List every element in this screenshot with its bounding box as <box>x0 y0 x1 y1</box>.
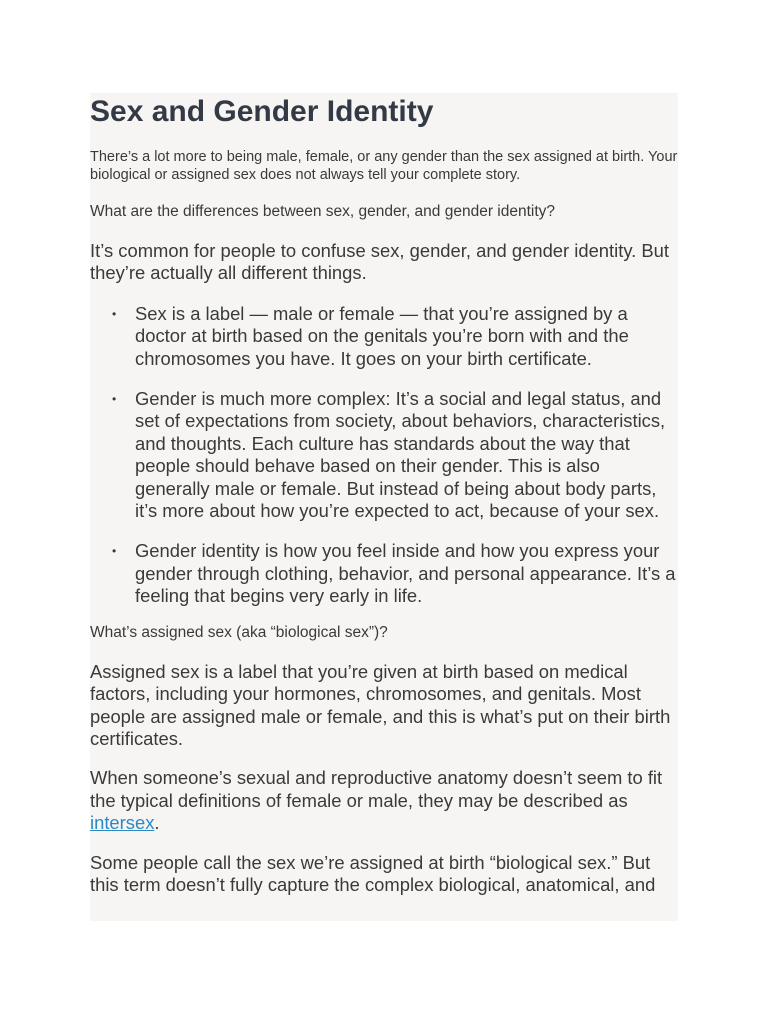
bullet-icon: • <box>112 392 117 407</box>
bullet-icon: • <box>112 306 117 321</box>
page-title: Sex and Gender Identity <box>90 95 434 128</box>
list-item-gender-identity <box>90 540 678 607</box>
definitions-list <box>90 303 678 608</box>
list-item-text: Sex is a label — male or female — that you’re assigned by a doctor at birth based on the genitals you’re born with and the chromosomes you have. It goes on your birth certificate. <box>135 302 629 369</box>
list-item-gender <box>90 388 678 522</box>
bullet-icon: • <box>112 544 117 559</box>
intersex-paragraph <box>90 767 678 834</box>
section-heading-differences: What are the differences between sex, gender, and gender identity? <box>90 203 556 220</box>
intersex-link[interactable]: intersex <box>90 812 155 834</box>
differences-paragraph: It’s common for people to confuse sex, gender, and gender identity. But they’re actually all different things. <box>90 240 669 284</box>
intersex-paragraph-text: When someone’s sexual and reproductive anatomy doesn’t seem to fit the typical definitions of female or male, they may be described as <box>90 767 663 811</box>
article-content <box>90 93 678 921</box>
section-heading-assigned-sex: What’s assigned sex (aka “biological sex”)? <box>90 623 388 641</box>
intersex-paragraph-end: . <box>154 812 160 834</box>
assigned-sex-paragraph: Assigned sex is a label that you’re given at birth based on medical factors, including your hormones, chromosomes, and genitals. Most people are assigned male or female, and this is what’s put on their birth certificates. <box>90 660 671 749</box>
intro-text: There’s a lot more to being male, female, or any gender than the sex assigned at birth. Your biological or assigned sex does not always tell your complete story. <box>90 149 678 183</box>
biological-sex-paragraph: Some people call the sex we’re assigned at birth “biological sex.” But this term doesn’t fully capture the complex biological, anatomical, and <box>90 851 656 895</box>
list-item-text: Gender is much more complex: It’s a social and legal status, and set of expectations from society, about behaviors, characteristics, and thoughts. Each culture has standards about the way that people should behave based on their gender. This is also generally male or female. But instead of being about body parts, it’s more about how you’re expected to act, because of your sex. <box>135 388 666 522</box>
list-item-sex <box>90 303 678 370</box>
list-item-text: Gender identity is how you feel inside and how you express your gender through clothing, behavior, and personal appearance. It’s a feeling that begins very early in life. <box>135 540 676 607</box>
